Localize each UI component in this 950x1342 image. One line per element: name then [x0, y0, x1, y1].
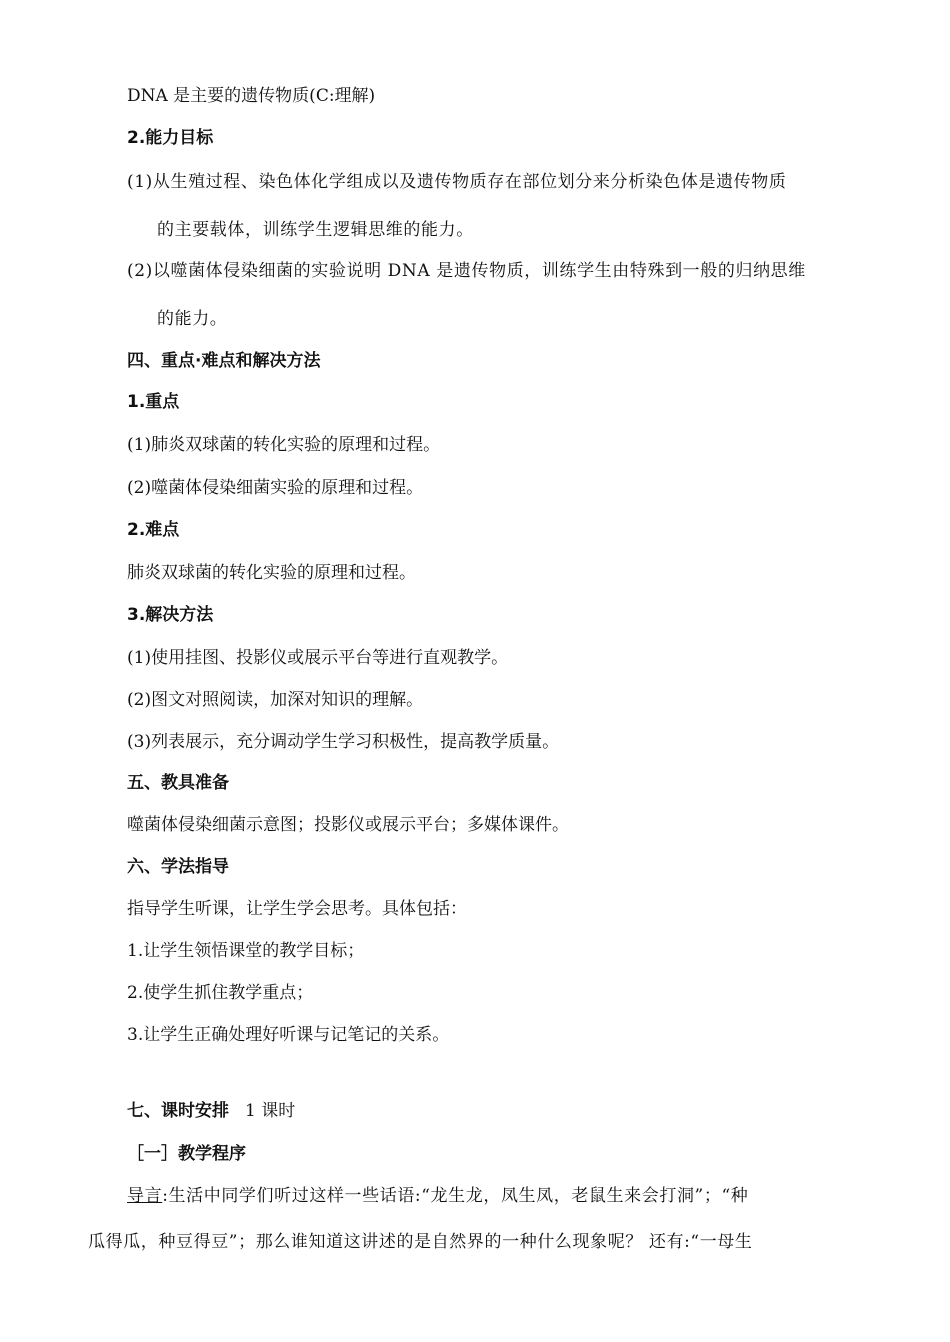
guide-item-3: 3.让学生正确处理好听课与记笔记的关系。 [127, 1025, 450, 1045]
section-7-row [127, 1099, 295, 1123]
heading-solutions: 3.解决方法 [127, 605, 214, 625]
intro-line-2: 瓜得瓜，种豆得豆”；那么谁知道这讲述的是自然界的一种什么现象呢？ 还有:“一母生 [88, 1232, 753, 1252]
difficult-point-1: 肺炎双球菌的转化实验的原理和过程。 [127, 563, 416, 583]
guide-item-1: 1.让学生领悟课堂的教学目标； [127, 941, 365, 961]
solution-2: (2)图文对照阅读，加深对知识的理解。 [127, 690, 424, 710]
heading-section-4: 四、重点·难点和解决方法 [127, 351, 321, 371]
heading-procedure: ［一］教学程序 [127, 1144, 246, 1164]
intro-label: 导言 [127, 1186, 163, 1206]
solution-3: (3)列表展示，充分调动学生学习积极性，提高教学质量。 [127, 732, 560, 752]
heading-section-6: 六、学法指导 [127, 857, 229, 877]
ability-item-1-line-2: 的主要载体，训练学生逻辑思维的能力。 [157, 220, 474, 240]
solution-1: (1)使用挂图、投影仪或展示平台等进行直观教学。 [127, 648, 509, 668]
heading-section-5: 五、教具准备 [127, 773, 229, 793]
key-point-1: (1)肺炎双球菌的转化实验的原理和过程。 [127, 435, 441, 455]
ability-item-1-line-1: (1)从生殖过程、染色体化学组成以及遗传物质存在部位划分来分析染色体是遗传物质 [127, 172, 787, 192]
guide-item-2: 2.使学生抓住教学重点； [127, 983, 314, 1003]
tools-list: 噬菌体侵染细菌示意图；投影仪或展示平台；多媒体课件。 [127, 815, 569, 835]
ability-item-2-line-1: (2)以噬菌体侵染细菌的实验说明 DNA 是遗传物质，训练学生由特殊到一般的归纳思维 [127, 261, 806, 281]
heading-section-7: 七、课时安排 [127, 1101, 229, 1121]
guide-intro: 指导学生听课，让学生学会思考。具体包括： [127, 899, 467, 919]
heading-ability-goals: 2.能力目标 [127, 128, 214, 148]
key-point-2: (2)噬菌体侵染细菌实验的原理和过程。 [127, 478, 424, 498]
section-7-value: 1 课时 [245, 1101, 296, 1121]
heading-key-points: 1.重点 [127, 392, 180, 412]
intro-text-1: :生活中同学们听过这样一些话语:“龙生龙，凤生凤，老鼠生来会打洞”；“种 [162, 1186, 749, 1206]
paragraph-dna-understanding: DNA 是主要的遗传物质(C:理解) [127, 86, 376, 106]
heading-difficult-points: 2.难点 [127, 520, 180, 540]
ability-item-2-line-2: 的能力。 [157, 309, 228, 329]
intro-line-1 [127, 1184, 748, 1208]
